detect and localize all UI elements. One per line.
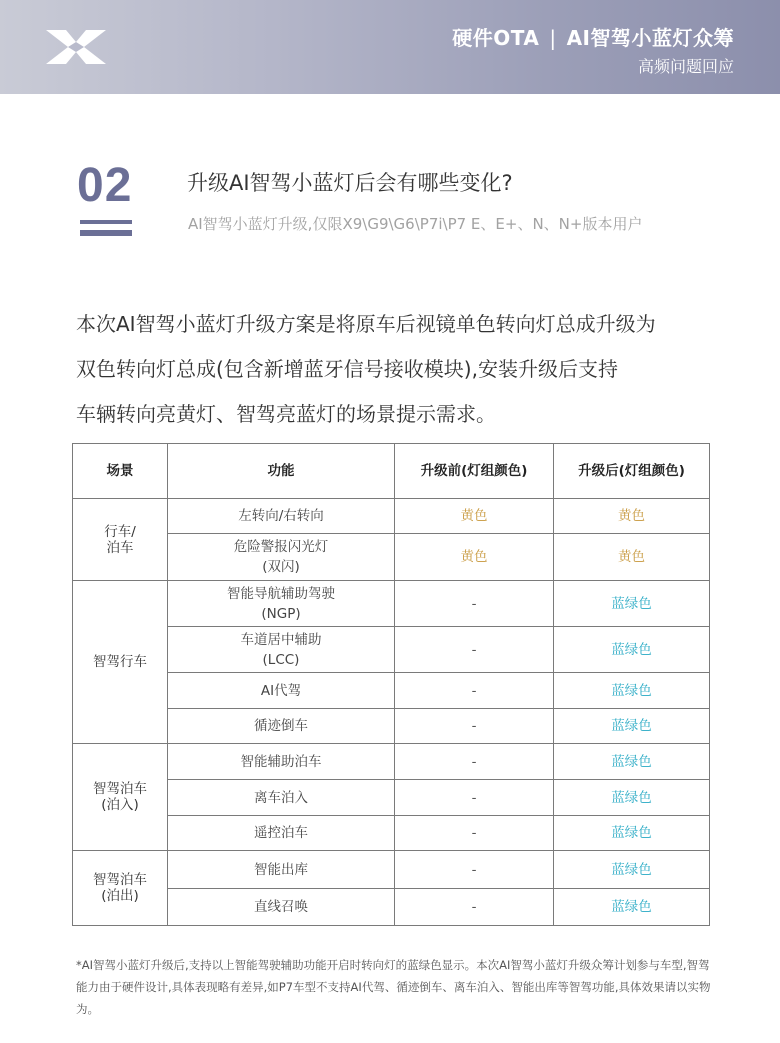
intro-paragraph [76, 302, 716, 437]
section-subtitle: AI智驾小蓝灯升级,仅限X9\G9\G6\P7i\P7 E、E+、N、N+版本用户 [188, 215, 643, 233]
function-cell [168, 627, 395, 673]
function-cell: 遥控泊车 [168, 816, 395, 851]
table-header-row [73, 444, 710, 499]
before-color-cell: - [395, 627, 554, 673]
scene-label: (泊入) [101, 797, 139, 813]
scene-label: 行车/ [104, 523, 136, 540]
header-title-right: AI智驾小蓝灯众筹 [566, 26, 734, 50]
xpeng-x-logo-icon [44, 28, 108, 66]
table-row [73, 851, 710, 889]
scene-label: 智驾泊车 [93, 781, 147, 797]
scene-label: (泊出) [101, 888, 139, 904]
table-row [73, 534, 710, 581]
scene-label: 泊车 [106, 539, 134, 556]
table-row [73, 581, 710, 627]
before-color-cell: 黄色 [395, 499, 554, 534]
after-color-cell: 蓝绿色 [554, 816, 710, 851]
intro-line: 双色转向灯总成(包含新增蓝牙信号接收模块),安装升级后支持 [76, 357, 618, 381]
section-number: 02 [77, 159, 133, 212]
function-label: 车道居中辅助 [240, 631, 322, 648]
after-color-cell: 黄色 [554, 534, 710, 581]
intro-line: 本次AI智驾小蓝灯升级方案是将原车后视镜单色转向灯总成升级为 [76, 312, 656, 336]
intro-line: 车辆转向亮黄灯、智驾亮蓝灯的场景提示需求。 [76, 402, 496, 426]
after-color-cell: 蓝绿色 [554, 780, 710, 816]
table-row [73, 780, 710, 816]
before-color-cell: - [395, 709, 554, 744]
function-label: 智能导航辅助驾驶 [227, 585, 335, 602]
function-cell: 直线召唤 [168, 889, 395, 926]
after-color-cell: 蓝绿色 [554, 581, 710, 627]
after-color-cell: 蓝绿色 [554, 673, 710, 709]
table-row [73, 673, 710, 709]
after-color-cell: 蓝绿色 [554, 627, 710, 673]
before-color-cell: - [395, 780, 554, 816]
scene-label: 智驾行车 [93, 654, 147, 670]
footnote: *AI智驾小蓝灯升级后,支持以上智能驾驶辅助功能开启时转向灯的蓝绿色显示。本次AI智驾小蓝灯升级众筹计划参与车型,智驾能力由于硬件设计,具体表现略有差异,如P7车型不支持AI代驾、循迹倒车、离车泊入、智能出库等智驾功能,具体效果请以实物为。 [76, 958, 711, 1016]
function-cell: 左转向/右转向 [168, 499, 395, 534]
page-header [0, 0, 780, 94]
header-separator: | [549, 26, 557, 50]
section-number-underline-thick [80, 230, 132, 236]
function-label-note: (NGP) [261, 605, 301, 622]
table-row [73, 816, 710, 851]
function-cell: 循迹倒车 [168, 709, 395, 744]
after-color-cell: 黄色 [554, 499, 710, 534]
scene-cell [73, 581, 168, 744]
scene-cell [73, 851, 168, 926]
scene-cell [73, 744, 168, 851]
column-header-function: 功能 [168, 444, 395, 499]
after-color-cell: 蓝绿色 [554, 889, 710, 926]
before-color-cell: - [395, 744, 554, 780]
function-cell [168, 581, 395, 627]
scene-label: 智驾泊车 [93, 872, 147, 888]
header-subtitle: 高频问题回应 [637, 57, 734, 76]
before-color-cell: - [395, 673, 554, 709]
scene-cell [73, 499, 168, 581]
table-row [73, 889, 710, 926]
after-color-cell: 蓝绿色 [554, 851, 710, 889]
function-cell: 离车泊入 [168, 780, 395, 816]
table-row [73, 627, 710, 673]
function-label: 危险警报闪光灯 [233, 539, 329, 555]
feature-color-table [72, 443, 710, 926]
column-header-scene: 场景 [73, 444, 168, 499]
before-color-cell: - [395, 889, 554, 926]
table-row [73, 499, 710, 534]
after-color-cell: 蓝绿色 [554, 709, 710, 744]
function-cell: 智能辅助泊车 [168, 744, 395, 780]
function-cell: 智能出库 [168, 851, 395, 889]
header-title-left: 硬件OTA [452, 26, 540, 50]
column-header-after: 升级后(灯组颜色) [554, 444, 710, 499]
section-title: 升级AI智驾小蓝灯后会有哪些变化? [187, 171, 513, 195]
header-title [452, 22, 734, 51]
before-color-cell: - [395, 851, 554, 889]
before-color-cell: - [395, 816, 554, 851]
function-cell [168, 534, 395, 581]
after-color-cell: 蓝绿色 [554, 744, 710, 780]
function-cell: AI代驾 [168, 673, 395, 709]
function-label-note: (LCC) [262, 651, 300, 668]
table-row [73, 709, 710, 744]
column-header-before: 升级前(灯组颜色) [395, 444, 554, 499]
table-row [73, 744, 710, 780]
section-number-underline [80, 220, 132, 224]
before-color-cell: 黄色 [395, 534, 554, 581]
function-label-note: (双闪) [262, 559, 300, 575]
before-color-cell: - [395, 581, 554, 627]
